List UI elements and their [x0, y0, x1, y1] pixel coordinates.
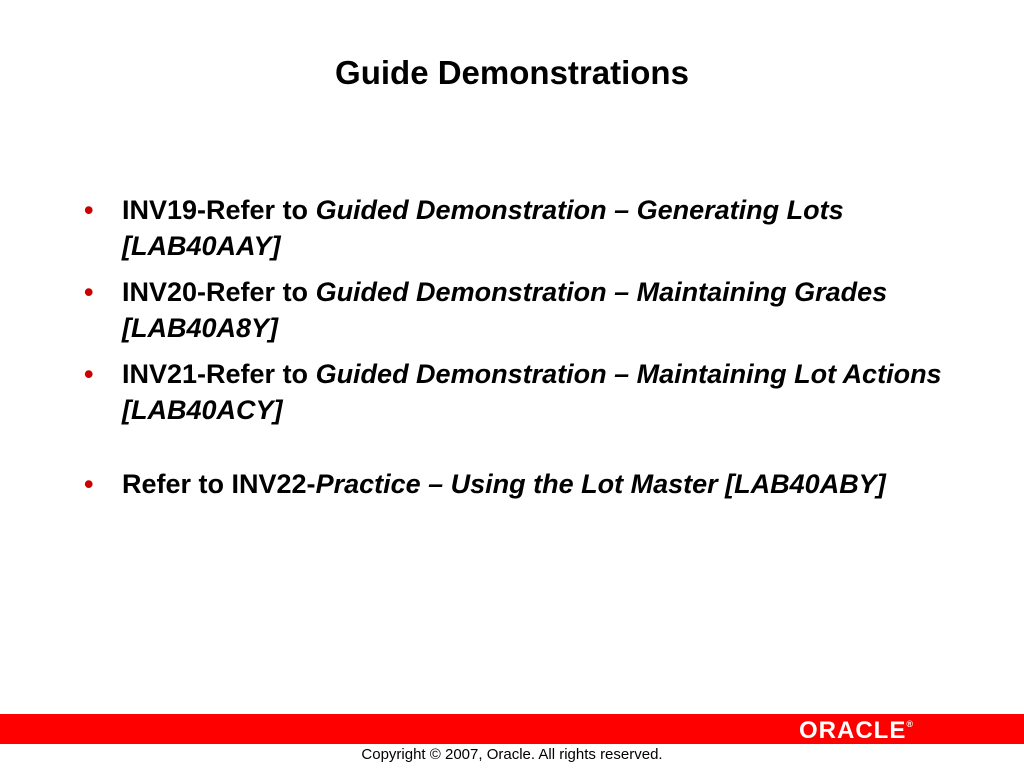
oracle-logo — [799, 717, 914, 745]
bullet-prefix: INV20-Refer to — [122, 277, 316, 307]
bullet-prefix: INV19-Refer to — [122, 195, 316, 225]
bullet-italic: Practice – Using the Lot Master [LAB40ABY] — [315, 469, 886, 499]
slide-title: Guide Demonstrations — [335, 54, 689, 91]
bullet-icon: • — [84, 277, 94, 307]
bullet-list — [84, 192, 984, 512]
bullet-italic: Guided Demonstration – Generating Lots [LAB40AAY] — [122, 195, 844, 261]
bullet-icon: • — [84, 359, 94, 389]
registered-mark: ® — [906, 719, 914, 729]
copyright-notice: Copyright © 2007, Oracle. All rights reserved. — [361, 746, 663, 763]
bullet-text — [122, 359, 942, 425]
bullet-icon: • — [84, 195, 94, 225]
bullet-text — [122, 469, 886, 499]
oracle-logo-text: ORACLE — [799, 717, 907, 744]
bullet-prefix: Refer to INV22- — [122, 469, 316, 499]
bullet-prefix: INV21-Refer to — [122, 359, 316, 389]
bullet-italic: Guided Demonstration – Maintaining Lot Actions [LAB40ACY] — [122, 359, 942, 425]
bullet-text — [122, 277, 887, 343]
bullet-icon: • — [84, 469, 94, 499]
bullet-italic: Guided Demonstration – Maintaining Grades [LAB40A8Y] — [122, 277, 888, 343]
bullet-text — [122, 195, 844, 261]
bullet-item — [84, 466, 984, 502]
bullet-item — [84, 356, 984, 428]
bullet-item — [84, 192, 984, 264]
bullet-item — [84, 274, 984, 346]
